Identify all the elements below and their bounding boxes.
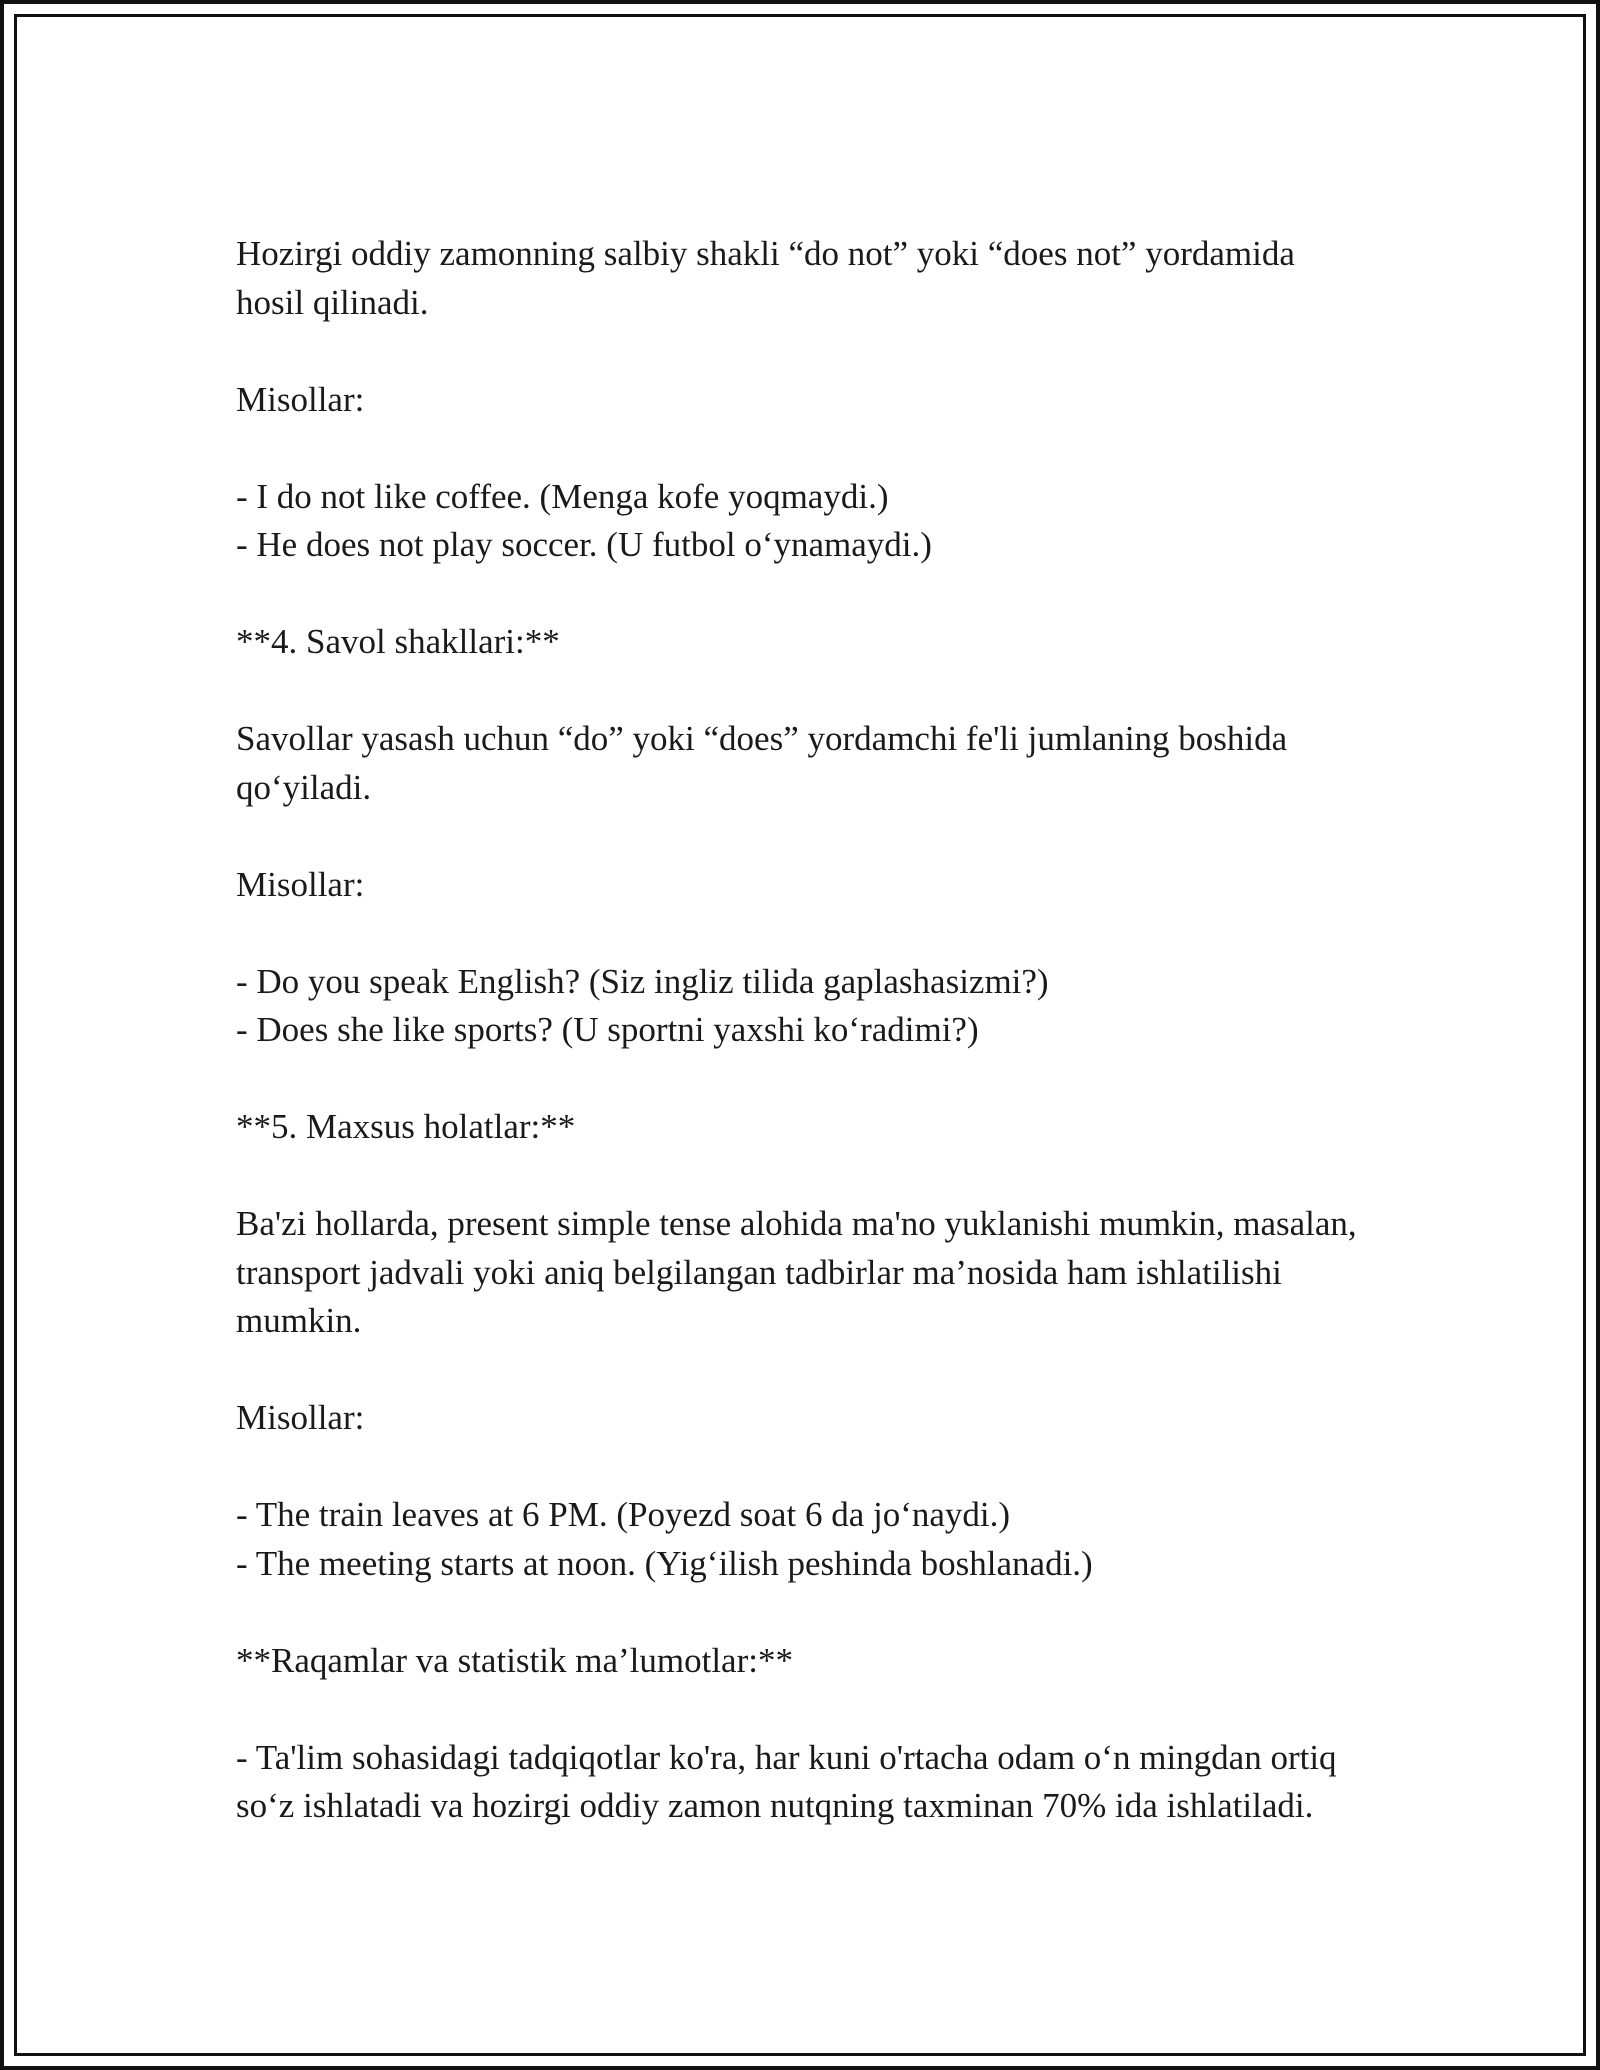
examples-list-2 [236,958,1366,1055]
special-cases-paragraph: Ba'zi hollarda, present simple tense alohida ma'no yuklanishi mumkin, masalan, transport jadvali yoki aniq belgilangan tadbirlar ma’nosida ham ishlatilishi mumkin. [236,1204,1357,1340]
example-item: - The train leaves at 6 PM. (Poyezd soat 6 da jo‘naydi.) [236,1495,1011,1534]
examples-list-1 [236,473,1366,570]
section-heading-special-cases: **5. Maxsus holatlar:** [236,1107,576,1146]
example-item: - I do not like coffee. (Menga kofe yoqmaydi.) [236,476,889,516]
example-item: - He does not play soccer. (U futbol o‘ynamaydi.) [236,525,932,564]
example-item: - Do you speak English? (Siz ingliz tilida gaplashasizmi?) [236,961,1049,1001]
statistics-paragraph: - Ta'lim sohasidagi tadqiqotlar ko'ra, har kuni o'rtacha odam o‘n mingdan ortiq so‘z ishlatadi va hozirgi oddiy zamon nutqning taxminan 70% ida ishlatiladi. [236,1737,1337,1825]
section-heading-questions: **4. Savol shakllari:** [236,622,560,661]
questions-paragraph: Savollar yasash uchun “do” yoki “does” yordamchi fe'li jumlaning boshida qo‘yiladi. [236,719,1288,807]
examples-label-1: Misollar: [236,379,365,419]
examples-list-3 [236,1491,1366,1588]
example-item: - Does she like sports? (U sportni yaxshi ko‘radimi?) [236,1010,979,1049]
example-item: - The meeting starts at noon. (Yig‘ilish peshinda boshlanadi.) [236,1543,1093,1583]
examples-label-3: Misollar: [236,1398,365,1437]
document-body [236,230,1366,1879]
examples-label-2: Misollar: [236,864,365,904]
section-heading-statistics: **Raqamlar va statistik ma’lumotlar:** [236,1640,793,1680]
intro-paragraph: Hozirgi oddiy zamonning salbiy shakli “do not” yoki “does not” yordamida hosil qilinadi. [236,234,1295,322]
